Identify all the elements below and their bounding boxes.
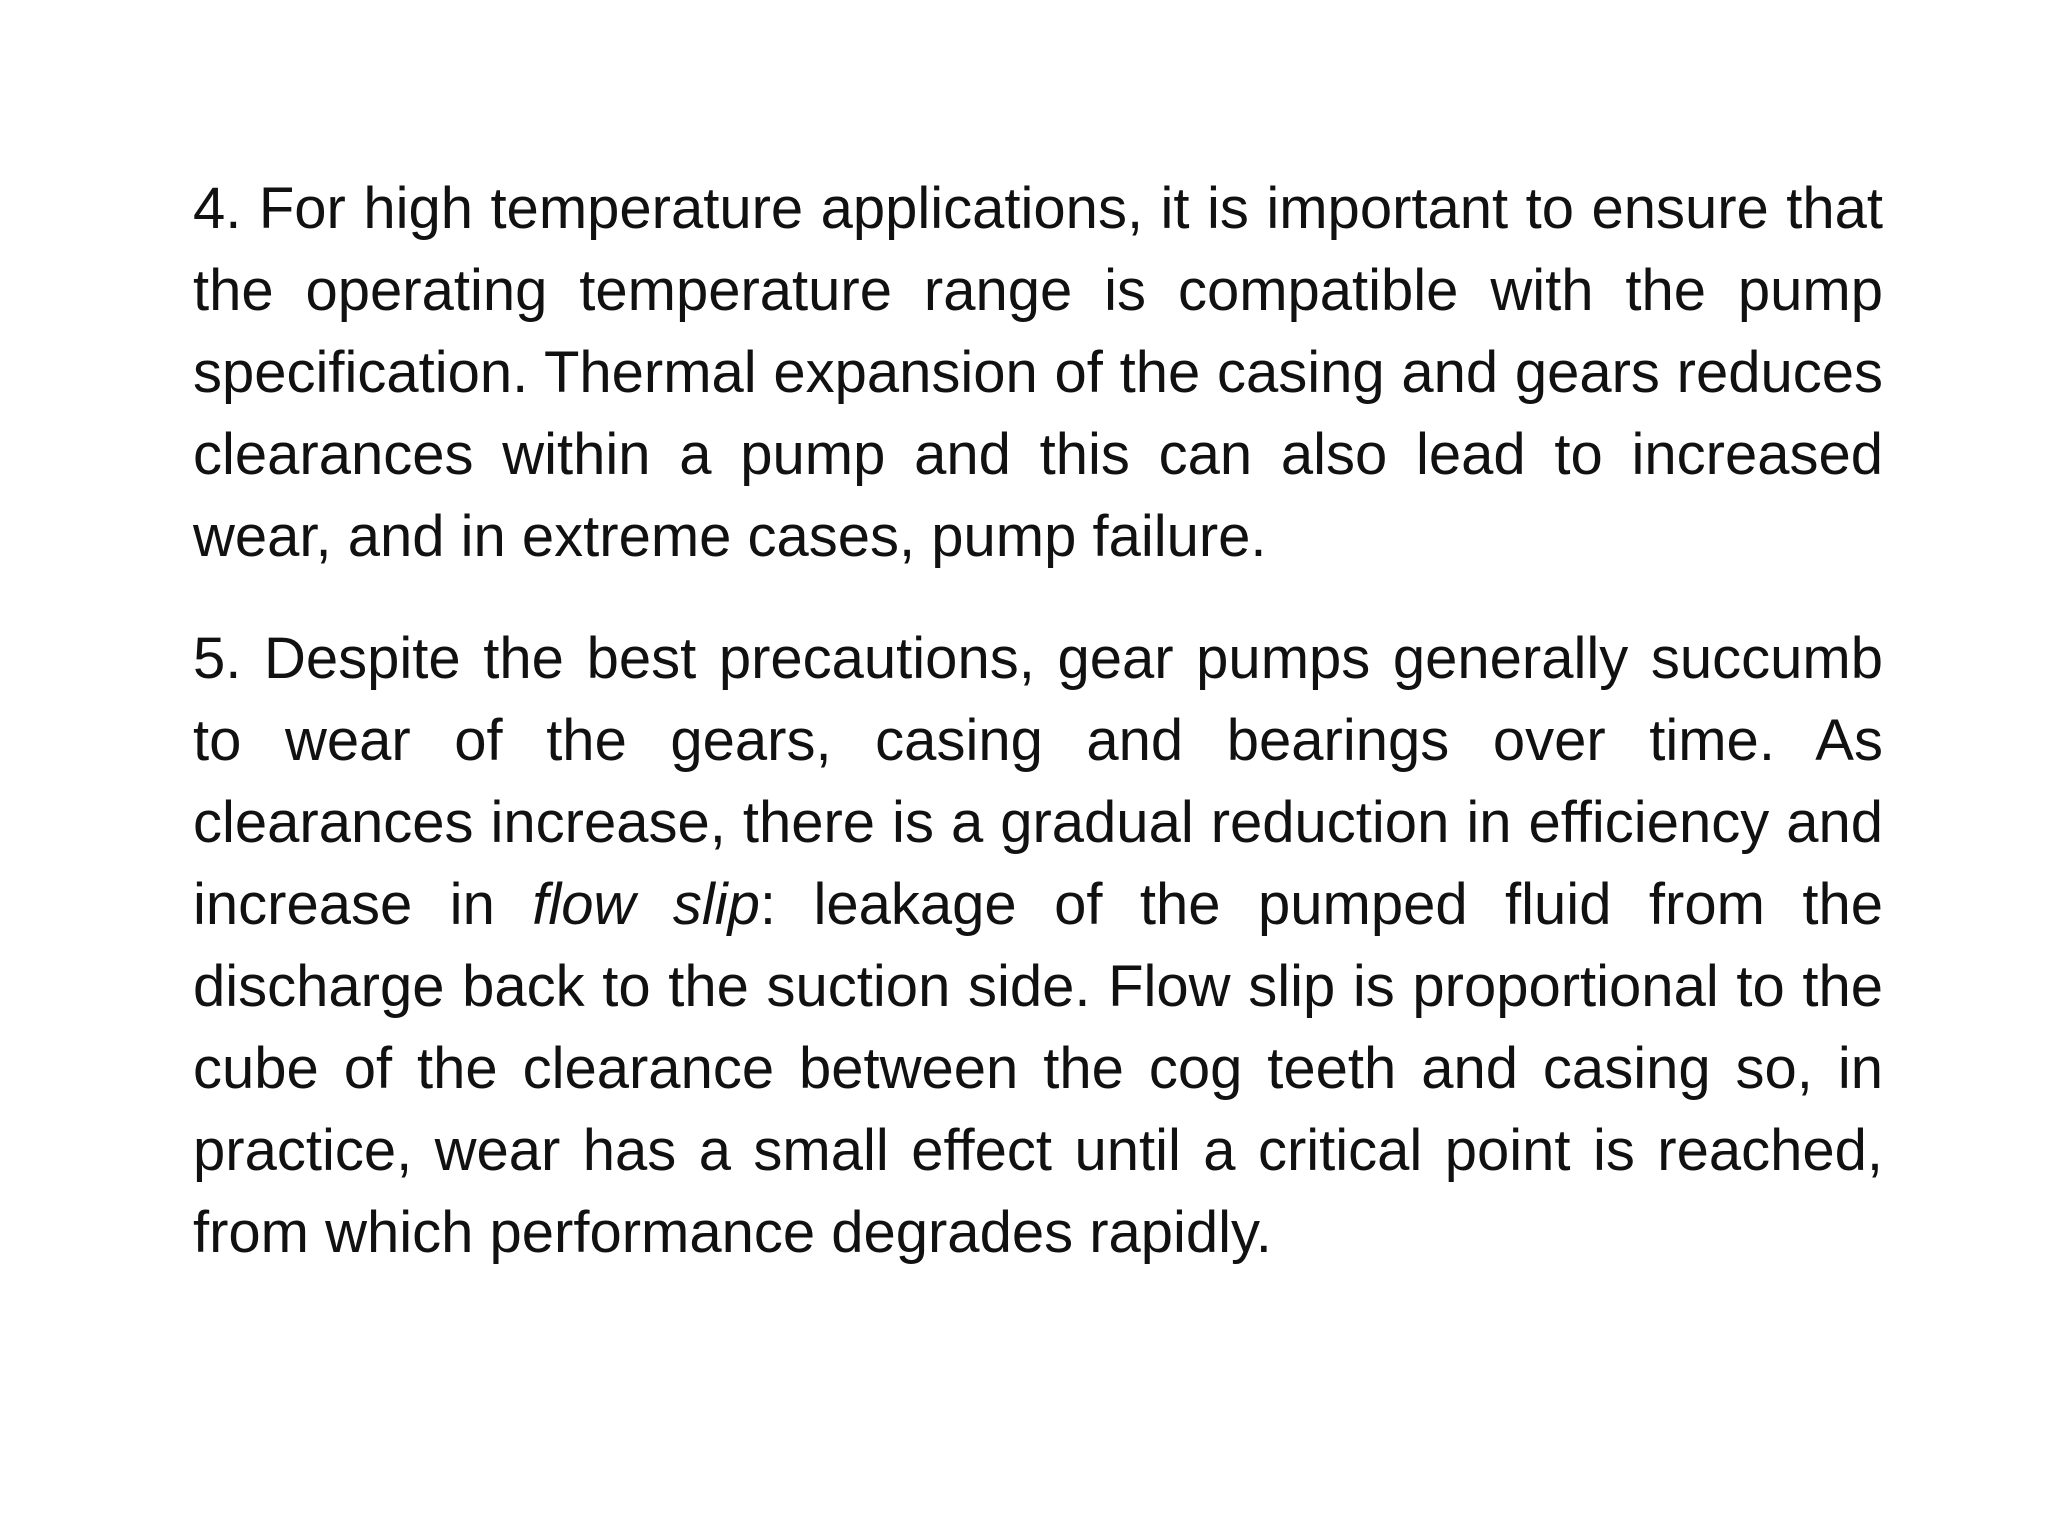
- slide-body: [193, 168, 1883, 1314]
- paragraph-5-text-start: 5. Despite the best precautions, gear pumps generally succumb to wear of the gears, casing and bearings over time. As clearances increase, there is a gradual reduction in efficiency and increase in: [193, 626, 1883, 937]
- flow-slip-term: flow slip: [532, 872, 760, 937]
- paragraph-5-text-end: : leakage of the pumped fluid from the discharge back to the suction side. Flow slip is proportional to the cube of the clearance between the cog teeth and casing so, in practice, wear has a small effect until a critical point is reached, from which performance degrades rapidly.: [193, 872, 1883, 1265]
- paragraph-5: [193, 618, 1883, 1274]
- paragraph-4: [193, 168, 1883, 578]
- paragraph-4-text: 4. For high temperature applications, it is important to ensure that the operating temperature range is compatible with the pump specification. Thermal expansion of the casing and gears reduces clearances within a pump and this can also lead to increased wear, and in extreme cases, pump failure.: [193, 176, 1883, 569]
